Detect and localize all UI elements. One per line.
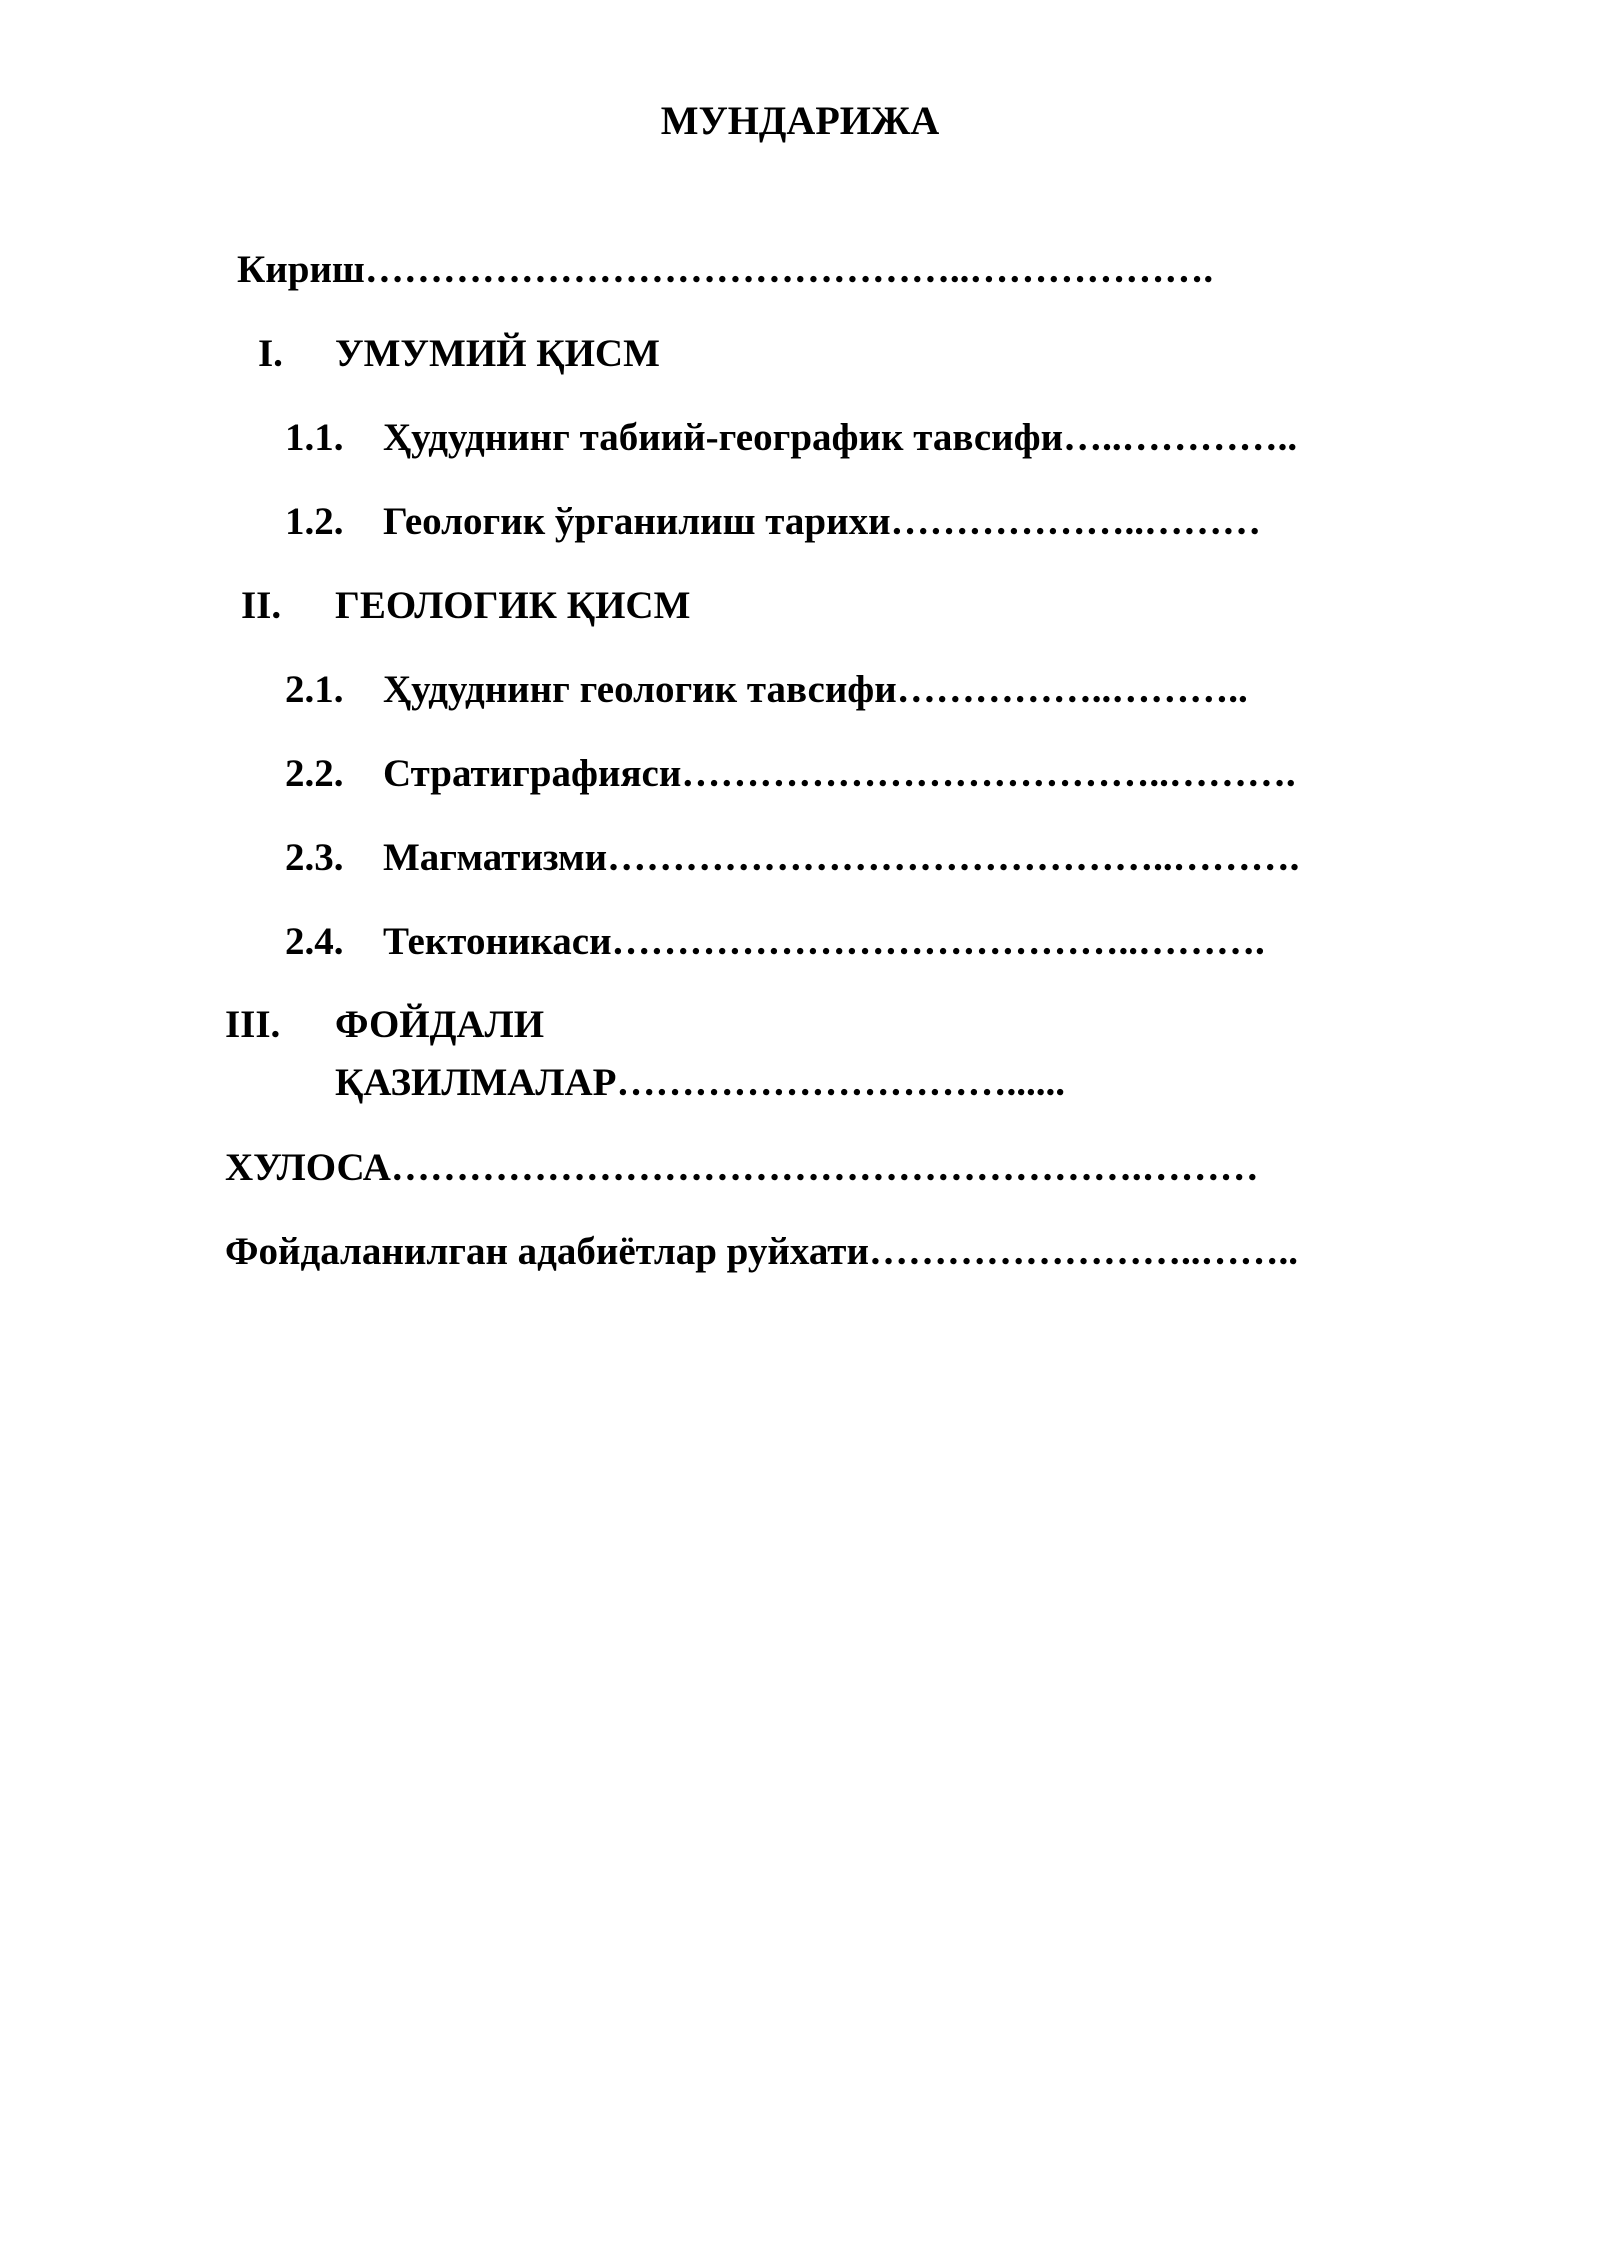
toc-entry-number: 2.4.: [285, 920, 344, 963]
toc-entry-text: ХУЛОСА………………………………………………….………: [225, 1146, 1259, 1189]
toc-entry-text: Геологик ўрганилиш тарихи………………..………: [383, 500, 1262, 543]
toc-entry-text: Магматизми……………………………………..……….: [383, 836, 1300, 879]
toc-part-title: ГЕОЛОГИК ҚИСМ: [335, 584, 691, 627]
toc-part-number: II.: [241, 584, 282, 627]
toc-entry-number: 1.2.: [285, 500, 344, 543]
toc-entry-text: Фойдаланилган адабиётлар руйхати……………………..……..: [225, 1230, 1298, 1273]
toc-part-number: III.: [225, 1003, 281, 1046]
toc-entry-text: Ҳудуднинг геологик тавсифи……………..………..: [383, 668, 1248, 711]
toc-part-number: I.: [258, 332, 283, 375]
toc-entry-number: 1.1.: [285, 416, 344, 459]
toc-part-title: УМУМИЙ ҚИСМ: [335, 332, 660, 375]
toc-part-title-line-1: ФОЙДАЛИ: [335, 1003, 545, 1046]
toc-entry-number: 2.3.: [285, 836, 344, 879]
toc-entry-text: Стратиграфияси………………………………..……….: [383, 752, 1296, 795]
toc-entry-text: Кириш………………………………………..……………….: [237, 248, 1214, 291]
page-title: МУНДАРИЖА: [660, 98, 940, 143]
toc-entry-text: Ҳудуднинг табиий-географик тавсифи…..…………..: [383, 416, 1298, 459]
toc-entry-number: 2.2.: [285, 752, 344, 795]
toc-part-title-line-2: ҚАЗИЛМАЛАР…………………………......: [335, 1061, 1065, 1104]
toc-entry-number: 2.1.: [285, 668, 344, 711]
toc-entry-text: Тектоникаси…………………………………..……….: [383, 920, 1265, 963]
